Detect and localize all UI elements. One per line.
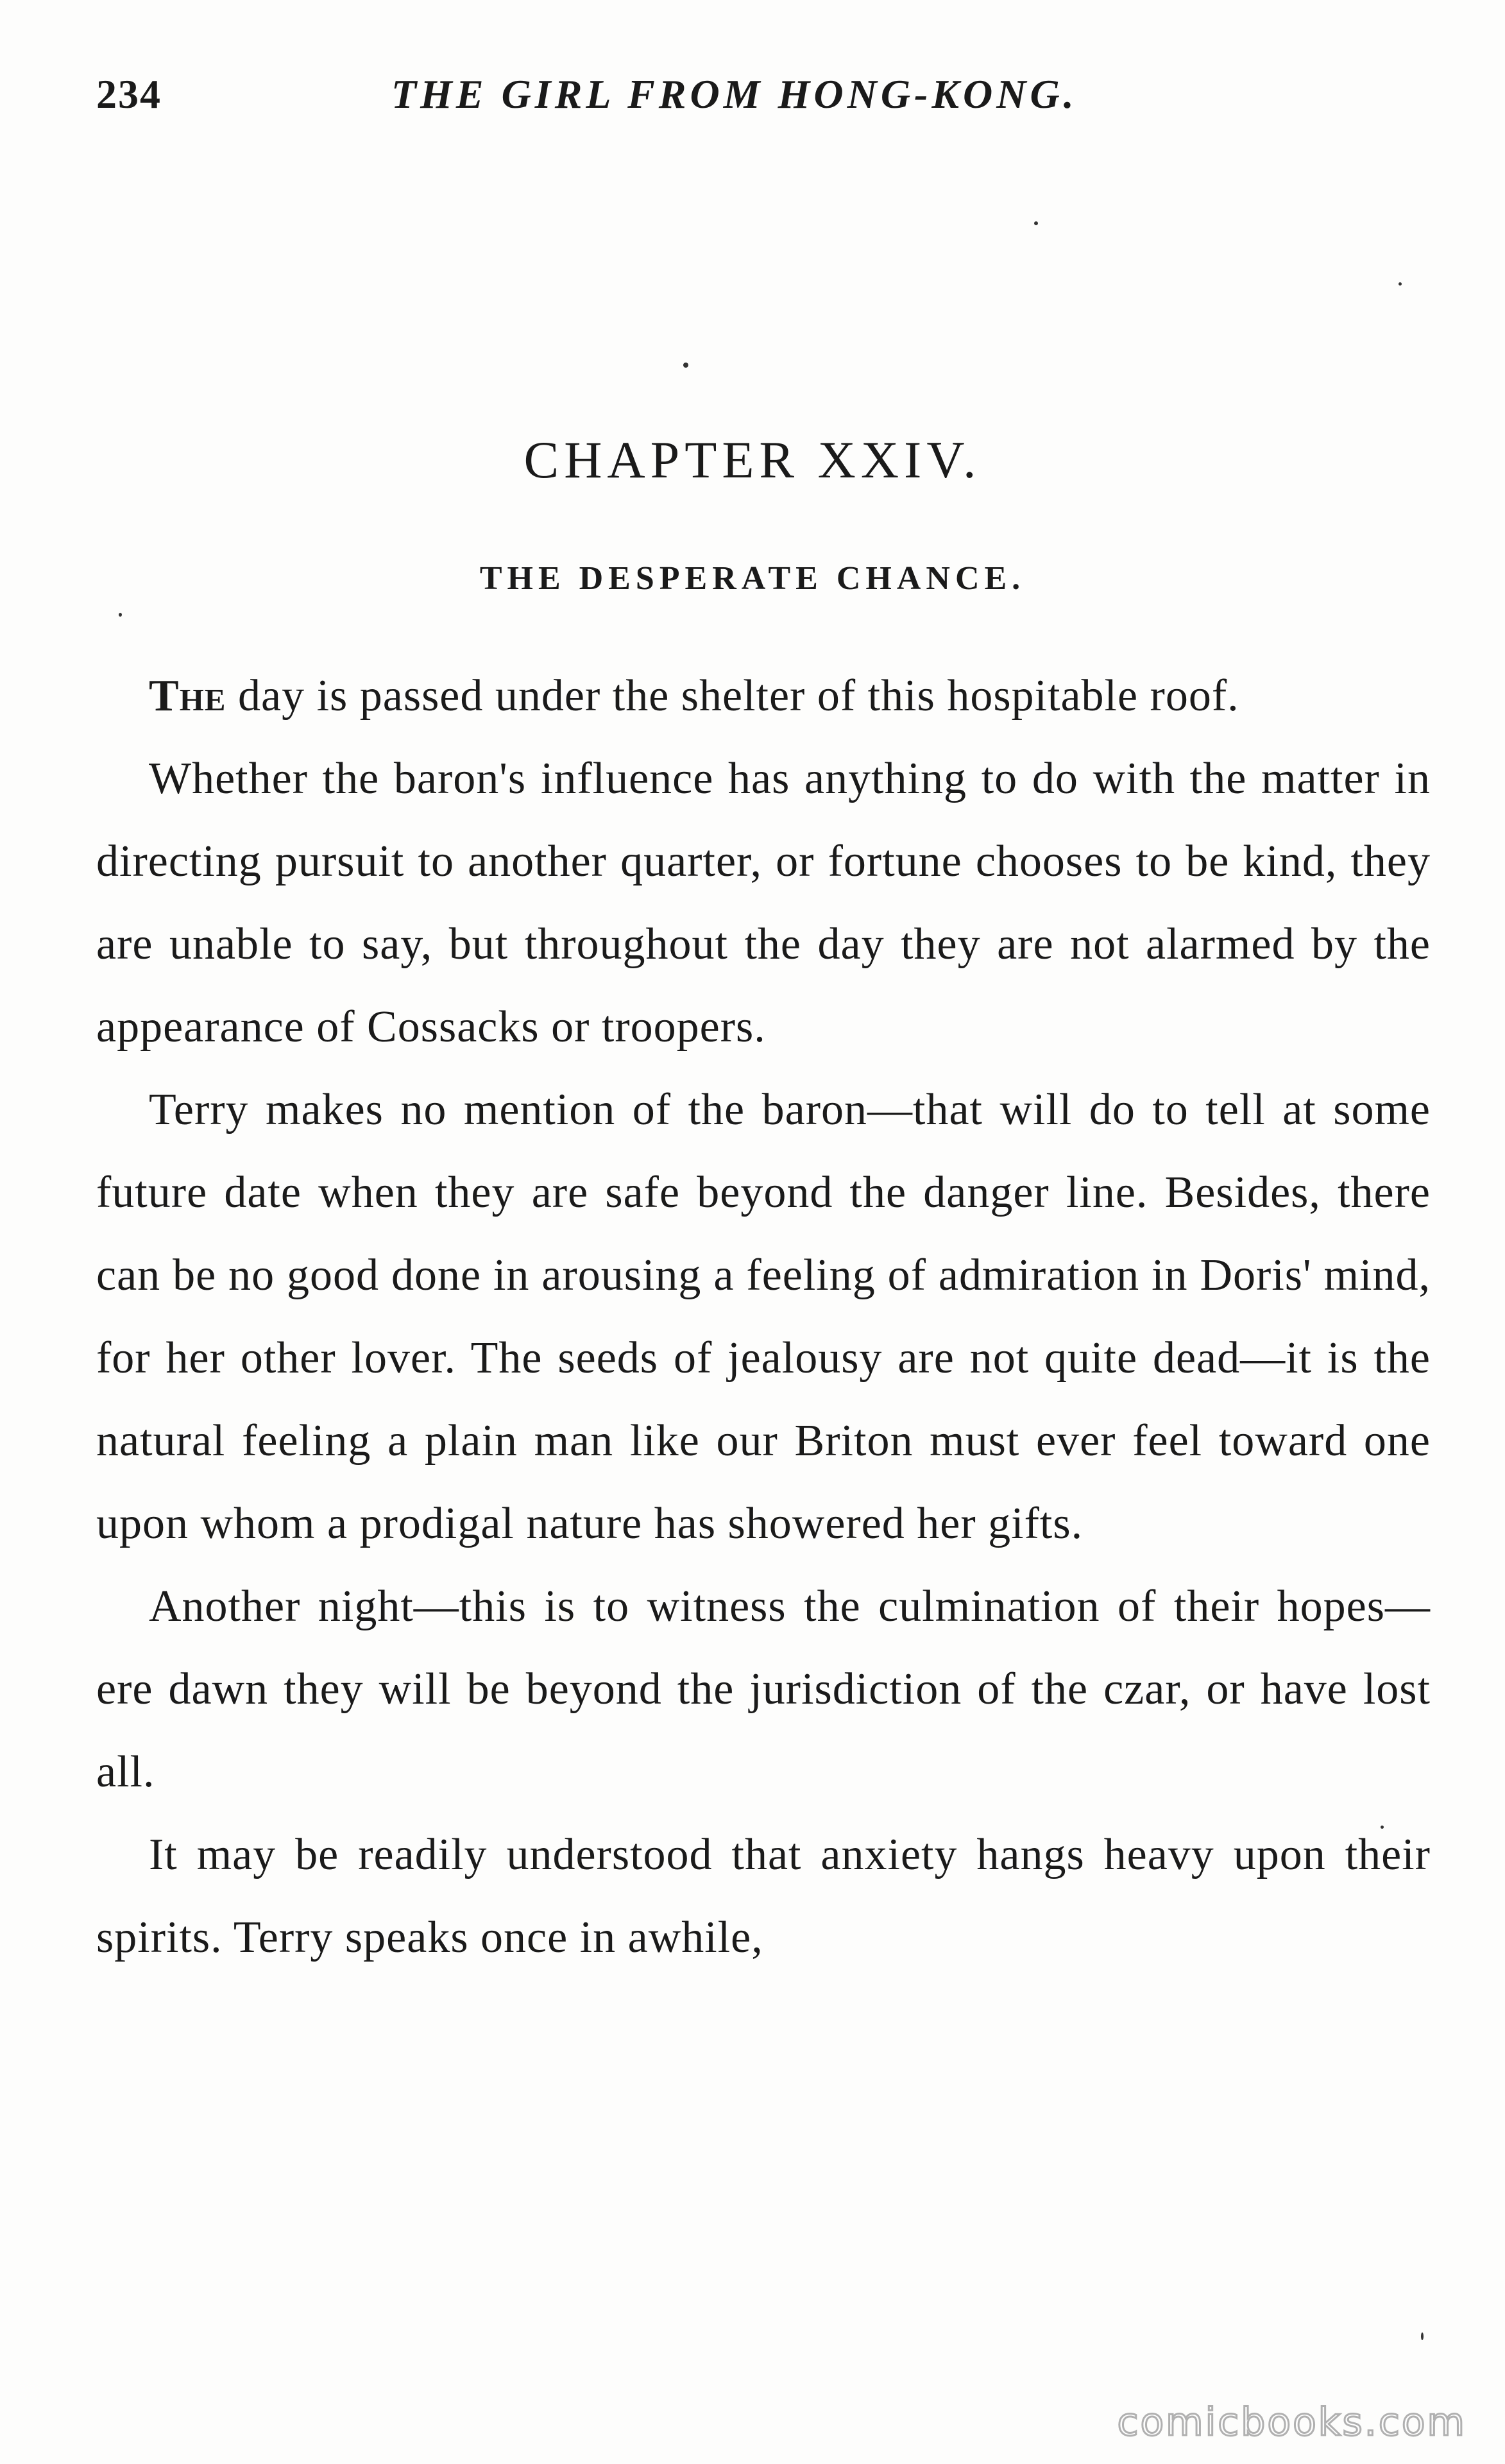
running-title: THE GIRL FROM HONG-KONG. (391, 71, 1078, 117)
running-head (96, 71, 1443, 128)
paragraph-2: Whether the baron's influence has anything to do with the matter in directing pursuit to another quarter, or fortune chooses to be kind, they are unable to say, but throughout the day they are not alarmed by the appearance of Cossacks or troopers. (96, 754, 1431, 1052)
scan-speck (1421, 2332, 1424, 2340)
page-number: 234 (96, 71, 162, 117)
paragraph-1-text: day is passed under the shelter of this hospitable roof. (226, 671, 1239, 721)
paragraph-1-lead: The (149, 671, 226, 721)
scan-speck (1399, 282, 1402, 286)
scan-speck (1381, 1826, 1384, 1829)
paragraph-4: Another night—this is to witness the culmination of their hopes—ere dawn they will be beyond the jurisdiction of the czar, or have lost all. (96, 1582, 1431, 1797)
paragraph-3: Terry makes no mention of the baron—that will do to tell at some future date when they are safe beyond the danger line. Besides, there can be no good done in arousing a feeling of admiration in Doris' mind, for her other lover. The seeds of jealousy are not quite dead—it is the natural feeling a plain man like our Briton must ever feel toward one upon whom a prodigal nature has showered her gifts. (96, 1085, 1431, 1548)
paragraph-1 (96, 654, 1431, 737)
watermark: comicbooks.com (1117, 2400, 1467, 2445)
scan-speck (119, 613, 122, 617)
scan-speck (1034, 221, 1038, 225)
chapter-title: THE DESPERATE CHANCE. (479, 560, 1026, 597)
body-text (96, 654, 1431, 1979)
scan-speck (683, 363, 688, 368)
chapter-number: CHAPTER XXIV. (523, 431, 982, 489)
paragraph-5: It may be readily understood that anxiety hangs heavy upon their spirits. Terry speaks once in awhile, (96, 1830, 1431, 1962)
